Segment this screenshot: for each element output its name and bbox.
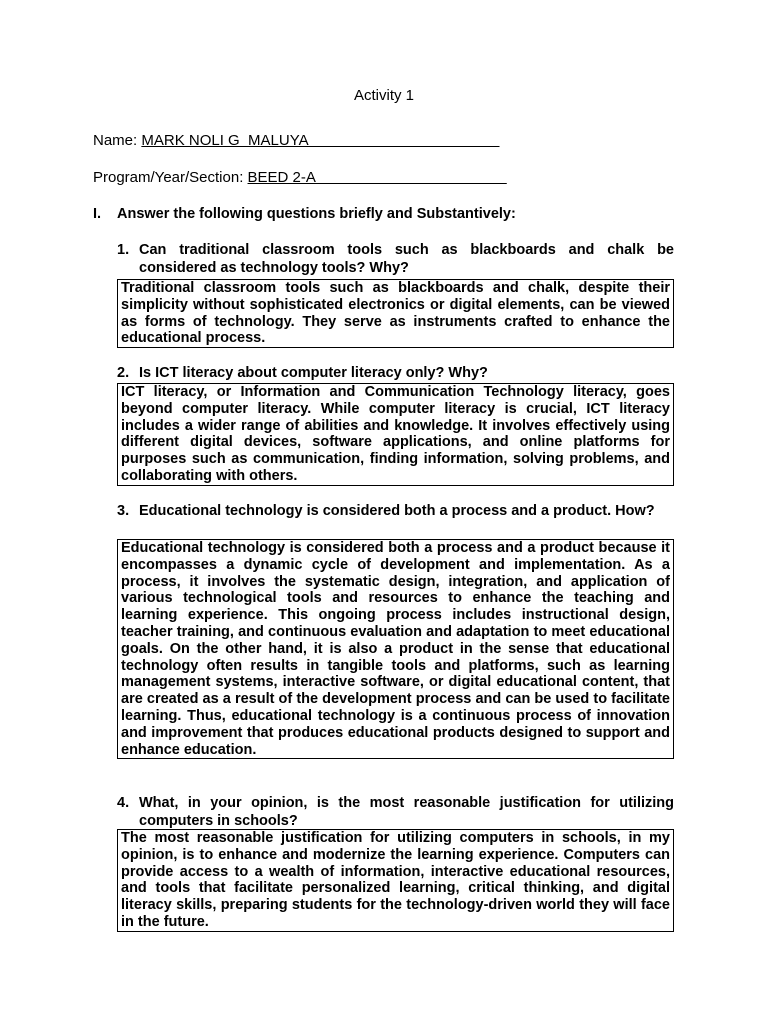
document-title: Activity 1	[353, 87, 414, 104]
program-field	[93, 169, 507, 186]
section-numeral: I.	[93, 206, 102, 222]
question-text: What, in your opinion, is the most reasonable justification for utilizing computers in schools?	[139, 795, 674, 829]
question-4	[117, 794, 674, 830]
answer-box-2	[117, 383, 674, 486]
question-number: 1.	[117, 242, 130, 258]
name-label: Name:	[93, 132, 142, 149]
question-number: 4.	[117, 795, 130, 811]
question-3	[117, 502, 674, 520]
answer-text: Traditional classroom tools such as blackboards and chalk, despite their simplicity without sophisticated electronics or digital elements, can be viewed as forms of technology. They serve as instruments crafted to enhance the educational process.	[121, 280, 670, 347]
question-text: Can traditional classroom tools such as blackboards and chalk be considered as technology tools? Why?	[139, 242, 674, 276]
program-label: Program/Year/Section:	[93, 169, 248, 186]
question-2	[117, 364, 674, 382]
name-value: MARK NOLI G MALUYA	[141, 132, 500, 149]
section-heading-text: Answer the following questions briefly and Substantively:	[117, 206, 516, 222]
program-value: BEED 2-A	[247, 169, 507, 186]
section-heading	[93, 206, 516, 222]
answer-box-3	[117, 539, 674, 759]
answer-text: Educational technology is considered both a process and a product because it encompasses a dynamic cycle of development and implementation. As a process, it involves the systematic design, integration, and application of various technological tools and resources to enhance the teaching and learning experience. This ongoing process includes instructional design, teacher training, and continuous evaluation and adaptation to meet educational goals. On the other hand, it is also a product in the sense that educational technology often results in tangible tools and platforms, such as learning management systems, interactive software, or digital educational content, that are created as a result of the development process and can be used to facilitate learning. Thus, educational technology is a continuous process of innovation and improvement that produces educational products designed to support and enhance education.	[121, 540, 670, 758]
question-number: 3.	[117, 503, 130, 519]
name-field	[93, 132, 500, 149]
answer-text: ICT literacy, or Information and Communication Technology literacy, goes beyond computer literacy. While computer literacy is crucial, ICT literacy includes a wider range of abilities and knowledge. It involves effectively using different digital devices, software applications, and online platforms for purposes such as communication, finding information, solving problems, and collaborating with others.	[121, 384, 670, 484]
question-number: 2.	[117, 365, 130, 381]
answer-box-1	[117, 279, 674, 348]
question-text: Educational technology is considered both a process and a product. How?	[139, 503, 655, 519]
question-text: Is ICT literacy about computer literacy only? Why?	[139, 365, 488, 381]
answer-text: The most reasonable justification for utilizing computers in schools, in my opinion, is to enhance and modernize the learning experience. Computers can provide access to a wealth of information, interactive educational resources, and tools that facilitate personalized learning, critical thinking, and digital literacy skills, preparing students for the technology-driven world they will face in the future.	[121, 830, 670, 930]
question-1	[117, 241, 674, 277]
answer-box-4	[117, 829, 674, 932]
